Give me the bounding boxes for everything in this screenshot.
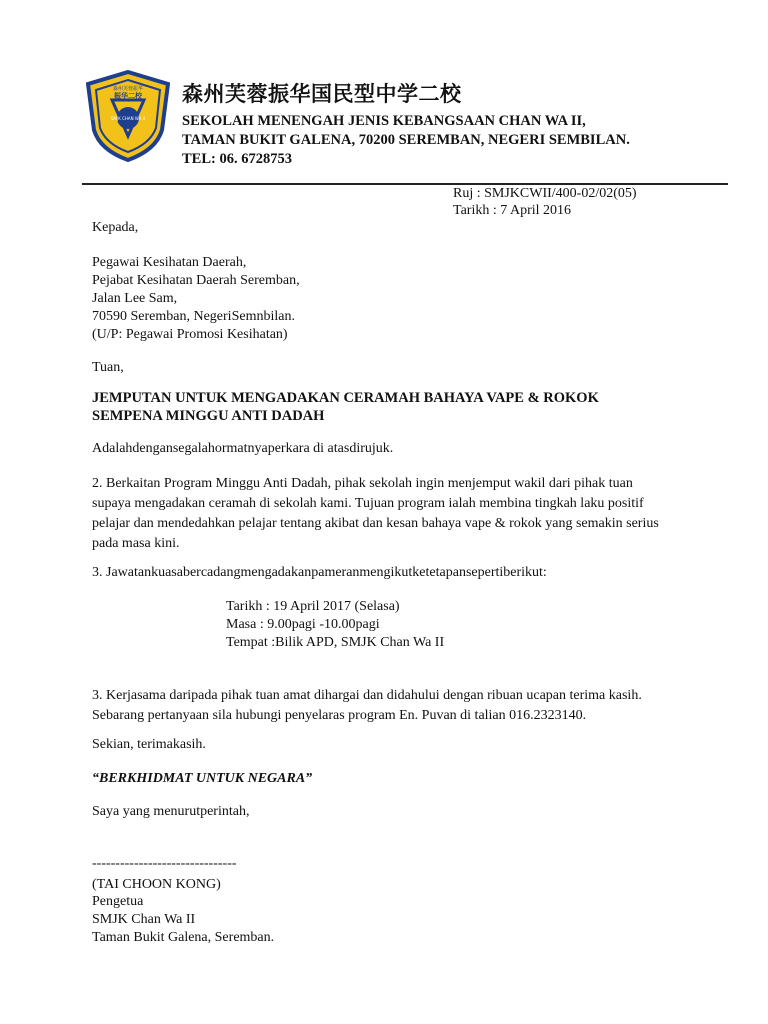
reference-number: Ruj : SMJKCWII/400-02/02(05) bbox=[453, 186, 637, 201]
salutation: Tuan, bbox=[92, 360, 124, 375]
school-address: TAMAN BUKIT GALENA, 70200 SEREMBAN, NEGERI SEMBILAN. bbox=[182, 132, 630, 148]
closing-saya: Saya yang menurutperintah, bbox=[92, 804, 250, 819]
school-name-malay: SEKOLAH MENENGAH JENIS KEBANGSAAN CHAN WA II, bbox=[182, 113, 586, 129]
closing-sekian: Sekian, terimakasih. bbox=[92, 737, 206, 752]
letterhead-divider bbox=[82, 183, 728, 185]
signatory-school: SMJK Chan Wa II bbox=[92, 912, 196, 927]
motto: “BERKHIDMAT UNTUK NEGARA” bbox=[92, 771, 313, 786]
signatory-address: Taman Bukit Galena, Seremban. bbox=[92, 930, 275, 945]
svg-text:森州芙蓉振华: 森州芙蓉振华 bbox=[112, 86, 144, 92]
paragraph-2: 2. Berkaitan Program Minggu Anti Dadah, pihak sekolah ingin menjemput wakil dari pihak tuan supaya mengadakan ceramah di sekolah kami. Tujuan program ialah membina tingkah laku positif pelajar dan mendedahkan pelajar tentang akibat dan kesan bahaya vape & rokok yang semakin serius pada masa kini. bbox=[92, 476, 659, 551]
recipient-line: Jalan Lee Sam, bbox=[92, 291, 178, 306]
school-name-chinese: 森州芙蓉振华国民型中学二校 bbox=[182, 82, 462, 106]
kepada-label: Kepada, bbox=[92, 220, 139, 235]
letter-date: Tarikh : 7 April 2016 bbox=[453, 203, 572, 218]
detail-venue: Tempat :Bilik APD, SMJK Chan Wa II bbox=[226, 635, 445, 650]
recipient-line: (U/P: Pegawai Promosi Kesihatan) bbox=[92, 327, 288, 342]
signature-line: ------------------------------- bbox=[92, 856, 237, 871]
recipient-line: Pejabat Kesihatan Daerah Seremban, bbox=[92, 273, 300, 288]
detail-time: Masa : 9.00pagi -10.00pagi bbox=[226, 617, 380, 632]
recipient-line: Pegawai Kesihatan Daerah, bbox=[92, 255, 247, 270]
detail-date: Tarikh : 19 April 2017 (Selasa) bbox=[226, 599, 400, 614]
paragraph-3: 3. Jawatankuasabercadangmengadakanpameranmengikutketetapansepertiberikut: bbox=[92, 565, 547, 580]
paragraph-4: 3. Kerjasama daripada pihak tuan amat dihargai dan didahului dengan ribuan ucapan terima kasih. Sebarang pertanyaan sila hubungi penyelaras program En. Puvan di talian 016.2323140. bbox=[92, 688, 642, 723]
signatory-name: (TAI CHOON KONG) bbox=[92, 877, 221, 892]
intro-paragraph: Adalahdengansegalahormatnyaperkara di atasdirujuk. bbox=[92, 441, 394, 456]
subject-line-1: JEMPUTAN UNTUK MENGADAKAN CERAMAH BAHAYA VAPE & ROKOK bbox=[92, 390, 599, 406]
school-logo bbox=[86, 70, 170, 162]
school-telephone: TEL: 06. 6728753 bbox=[182, 151, 292, 167]
recipient-line: 70590 Seremban, NegeriSemnbilan. bbox=[92, 309, 295, 324]
svg-text:振华二校: 振华二校 bbox=[114, 92, 142, 100]
svg-text:SMJK CHAN WA II: SMJK CHAN WA II bbox=[111, 116, 145, 121]
subject-line-2: SEMPENA MINGGU ANTI DADAH bbox=[92, 408, 325, 424]
signatory-title: Pengetua bbox=[92, 894, 144, 909]
